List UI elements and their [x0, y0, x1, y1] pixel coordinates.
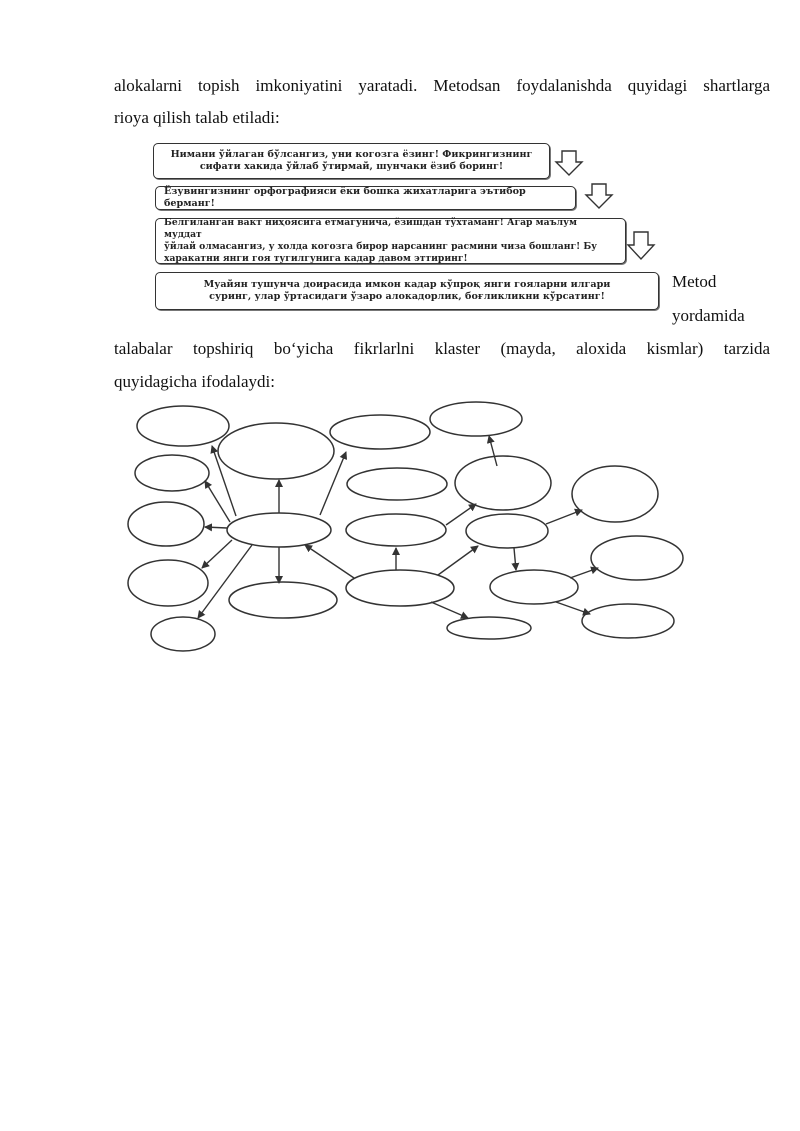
cluster-arrow: [205, 527, 227, 528]
paragraph-cluster-line2: quyidagicha ifodalaydi:: [114, 372, 275, 391]
cluster-node-top-right-1: [430, 402, 522, 436]
cluster-arrow: [438, 546, 478, 575]
side-text-yordamida: yordamida: [672, 306, 745, 325]
cluster-node-right-center: [466, 514, 548, 548]
side-text-metod: Metod: [672, 272, 717, 291]
cluster-node-left-3: [128, 502, 204, 546]
cluster-node-top-middle: [330, 415, 430, 449]
cluster-node-bottom-middle-left: [229, 582, 337, 618]
cluster-arrow: [570, 568, 598, 578]
cluster-arrow: [546, 510, 582, 524]
cluster-arrow: [514, 548, 516, 570]
cluster-node-right-2: [455, 456, 551, 510]
cluster-node-top-left: [137, 406, 229, 446]
paragraph-cluster-line1: talabalar topshiriq bo‘yicha fikrlarlni klaster (mayda, aloxida kismlar) tarzida: [114, 339, 770, 358]
cluster-node-left-4: [128, 560, 208, 606]
rule-box-2: Ёзувингизнинг орфографияси ёки бошка жихатларига эътибор берманг!: [155, 186, 576, 210]
cluster-node-middle-2: [347, 468, 447, 500]
cluster-node-far-right-2: [591, 536, 683, 580]
cluster-node-bottom-small: [447, 617, 531, 639]
cluster-node-left-2: [135, 455, 209, 491]
cluster-node-far-right-1: [572, 466, 658, 522]
rule-box-3: Белгиланган вакт ниҳоясига етмагунича, ёзишдан тўхтаманг! Агар маълум муддат ўйлай олмасангиз, у холда когозга бирор нарсанинг расмини чиза бошланг! Бу харакатни янги гоя тугилгунига кадар давом эттиринг!: [155, 218, 626, 264]
cluster-node-far-right-3: [582, 604, 674, 638]
cluster-arrow: [431, 602, 468, 618]
cluster-node-right-3: [490, 570, 578, 604]
cluster-node-big-top: [218, 423, 334, 479]
paragraph-intro-line1: alokalarni topish imkoniyatini yaratadi. Metodsan foydalanishda quyidagi shartlarga: [114, 76, 770, 95]
cluster-node-bottom-left: [151, 617, 215, 651]
rule-box-4: Муайян тушунча доирасида имкон кадар кўпроқ янги гояларни илгари суринг, улар ўртасидаги ўзаро алокадорлик, боғликликни кўрсатинг!: [155, 272, 659, 310]
cluster-arrow: [305, 545, 354, 578]
paragraph-intro-line2: rioya qilish talab etiladi:: [114, 108, 280, 127]
cluster-arrow: [556, 602, 590, 614]
cluster-arrow: [202, 540, 232, 568]
cluster-node-center-bottom: [346, 570, 454, 606]
rule-box-1: Нимани ўйлаган бўлсангиз, уни когозга ёзинг! Фикрингизнинг сифати хакида ўйлаб ўтирмай, шунчаки ёзиб боринг!: [153, 143, 550, 179]
cluster-node-middle-3: [346, 514, 446, 546]
cluster-node-center-left: [227, 513, 331, 547]
